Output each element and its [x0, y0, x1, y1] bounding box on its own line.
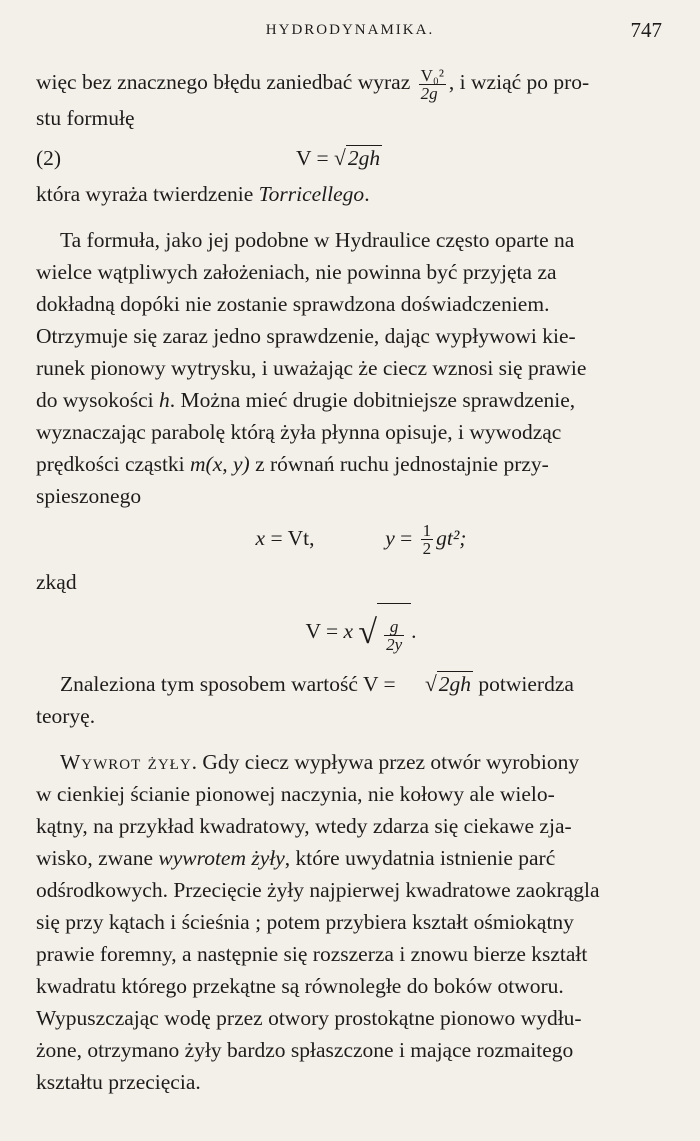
square-root: √2gh — [424, 671, 472, 696]
paragraph-3: Ta formuła, jako jej podobne w Hydraulice często oparte na wielce wątpliwych założeniach, nie powinna być przyjęta za dokładną dopóki nie zostanie sprawdzona doświadczeniem. Otrzymuje się zaraz jedno sprawdzenie, dając wypływowi kie- runek pionowy wytrysku, i uważając że ciecz wznosi się prawie do wysokości h. Można mieć drugie dobitniejsze sprawdzenie, wyznaczając parabolę którą żyła płynna opisuje, i wywodząc prędkości cząstki m(x, y) z równań ruchu jednostajnie przy- spieszonego — [36, 227, 587, 508]
name-torricelli: Torricellego — [258, 181, 365, 206]
equation-2: (2) V = √2gh — [36, 138, 686, 178]
page-number: 747 — [630, 18, 662, 42]
radical-sign: √ — [358, 613, 378, 651]
zkad-line: zkąd — [36, 569, 77, 594]
square-root: √2gh — [334, 145, 381, 170]
body-text — [36, 60, 686, 1098]
fraction-one-half: $\frac{1}{2}$ — [422, 521, 432, 559]
equation-velocity: V = x √ $\frac{g}{2y}$ . — [36, 602, 686, 660]
paragraph-5: Wywrot żyły. Gdy ciecz wypływa przez otwór wyrobiony w cienkiej ścianie pionowej naczynia, nie kołowy ale wielo- kątny, na przykład kwadratowy, wtedy zdarza się ciekawe zja- wisko, zwane wywrotem żyły, które uwydatnia istnienie parć odśrodkowych. Przecięcie żyły najpierwej kwadratowe zaokrągla się przy kątach i ścieśnia ; potem przybiera kształt ośmiokątny prawie foremny, a następnie się rozszerza i znowu bierze kształt kwadratu którego przekątne są równoległe do boków otworu. Wypuszczając wodę przez otwory prostokątne pionowo wydłu- żone, otrzymano żyły bardzo spłaszczone i mające rozmaitego kształtu przecięcia. — [36, 749, 600, 1094]
equations-of-motion: x = Vt, y = $\frac{1}{2}$ gt²; — [255, 521, 467, 559]
section-heading-wywrot-zyly: Wywrot żyły — [60, 749, 192, 774]
paragraph-1: więc bez znacznego błędu zaniedbać wyraz $\frac{\text{V₀²}}{2g}$ , i wziąć po pro- stu formułę — [36, 65, 590, 130]
paragraph-2: która wyraża twierdzenie Torricellego. — [36, 181, 370, 206]
fraction-v0-sq-over-2g: $\frac{\text{V₀²}}{2g}$ — [420, 65, 444, 103]
running-head: HYDRODYNAMIKA. — [265, 22, 435, 38]
fraction-g-over-2y: $\frac{g}{2y}$ — [386, 616, 403, 654]
equation-number: (2) — [36, 145, 62, 170]
paragraph-4: Znaleziona tym sposobem wartość V = √2gh potwierdza teoryę. — [36, 668, 686, 732]
